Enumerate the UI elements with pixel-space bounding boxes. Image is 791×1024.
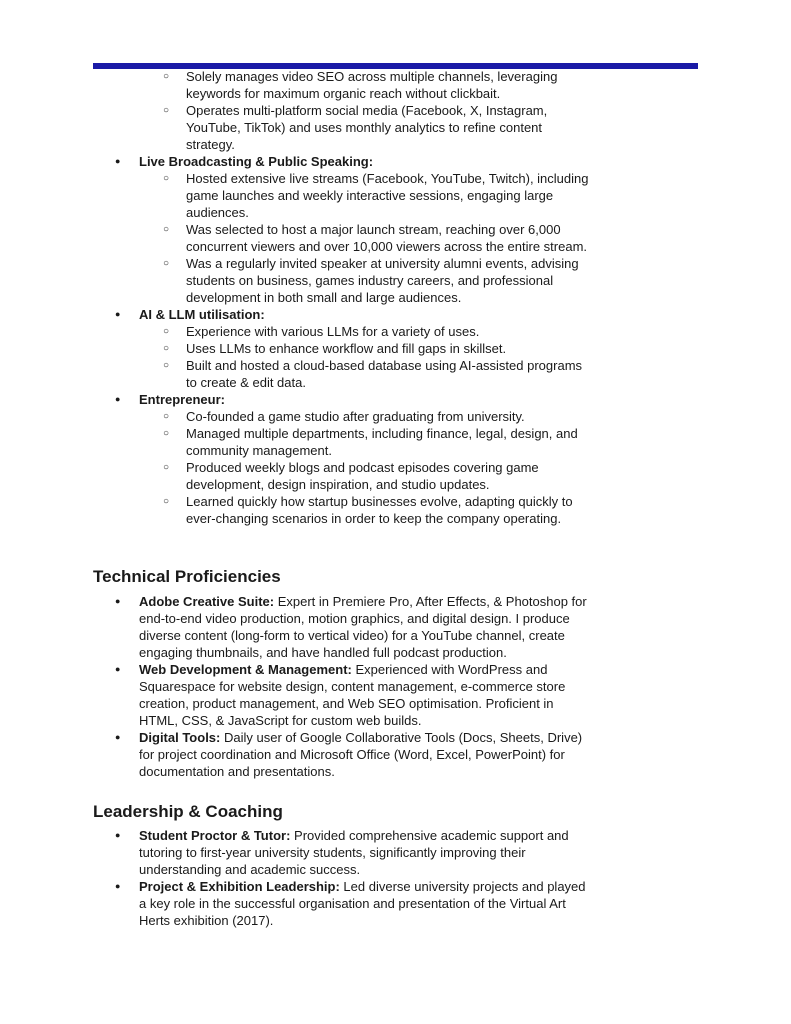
leadership-item (93, 878, 593, 929)
section-heading-technical: Technical Proficiencies (93, 567, 281, 586)
section-heading-leadership: Leadership & Coaching (93, 802, 283, 821)
item-label: Digital Tools: (139, 730, 221, 745)
sub-list-item: ○ Managed multiple departments, including finance, legal, design, and community management. (139, 425, 593, 459)
skill-title: AI & LLM utilisation: (139, 307, 265, 322)
item-text: Daily user of Google Collaborative Tools (Docs, Sheets, Drive) for project coordination and Microsoft Office (Word, Excel, PowerPoint) for documentation and presentations. (139, 730, 583, 779)
skill-item-ai-llm (93, 306, 593, 391)
sub-list-item: ○ Built and hosted a cloud-based database using AI-assisted programs to create & edit data. (139, 357, 593, 391)
sub-list-item: ○ Learned quickly how startup businesses evolve, adapting quickly to ever-changing scenarios in order to keep the company operating. (139, 493, 593, 527)
sub-list-item: ○ Was selected to host a major launch stream, reaching over 6,000 concurrent viewers and over 10,000 viewers across the entire stream. (139, 221, 593, 255)
sub-list (139, 170, 593, 306)
item-label: Web Development & Management: (139, 662, 352, 677)
skill-title: Entrepreneur: (139, 392, 225, 407)
sub-list-item: ○ Experience with various LLMs for a variety of uses. (139, 323, 593, 340)
skill-title: Live Broadcasting & Public Speaking: (139, 154, 374, 169)
item-text: Expert in Premiere Pro, After Effects, & Photoshop for end-to-end video production, motion graphics, and digital design. I produce diverse content (long-form to vertical video) for a YouTube channel, create engaging thumbnails, and have handled full podcast production. (139, 594, 587, 660)
sub-list-item: ○ Was a regularly invited speaker at university alumni events, advising students on business, games industry careers, and professional development in both small and large audiences. (139, 255, 593, 306)
item-label: Student Proctor & Tutor: (139, 828, 291, 843)
item-text: Experienced with WordPress and Squarespace for website design, content management, e-commerce store creation, product management, and Web SEO optimisation. Proficient in HTML, CSS, & JavaScript for custom web builds. (139, 662, 566, 728)
technical-item (93, 593, 593, 661)
sub-list-item: ○ Co-founded a game studio after graduating from university. (139, 408, 593, 425)
item-text: Provided comprehensive academic support and tutoring to first-year university students, significantly improving their understanding and academic success. (139, 828, 569, 877)
sub-list-item: ○ Produced weekly blogs and podcast episodes covering game development, design inspiration, and studio updates. (139, 459, 593, 493)
sub-list-item: ○ Solely manages video SEO across multiple channels, leveraging keywords for maximum organic reach without clickbait. (139, 68, 593, 102)
skills-list (93, 153, 593, 527)
item-text: Led diverse university projects and played a key role in the successful organisation and presentation of the Virtual Art Herts exhibition (2017). (139, 879, 586, 928)
item-label: Adobe Creative Suite: (139, 594, 275, 609)
item-label: Project & Exhibition Leadership: (139, 879, 340, 894)
sub-list-item: ○ Hosted extensive live streams (Facebook, YouTube, Twitch), including game launches and weekly interactive sessions, engaging large audiences. (139, 170, 593, 221)
leadership-list (93, 827, 593, 929)
technical-item (93, 661, 593, 729)
technical-list (93, 593, 593, 780)
sub-list (139, 408, 593, 527)
sub-list-item: ○ Operates multi-platform social media (Facebook, X, Instagram, YouTube, TikTok) and uses monthly analytics to refine content strategy. (139, 102, 593, 153)
skill-item-entrepreneur (93, 391, 593, 527)
sub-list-item: ○ Uses LLMs to enhance workflow and fill gaps in skillset. (139, 340, 593, 357)
technical-item (93, 729, 593, 780)
sub-list (139, 323, 593, 391)
continued-sub-list (139, 68, 593, 153)
leadership-item (93, 827, 593, 878)
skill-item-live-broadcasting (93, 153, 593, 306)
resume-content (93, 68, 593, 929)
